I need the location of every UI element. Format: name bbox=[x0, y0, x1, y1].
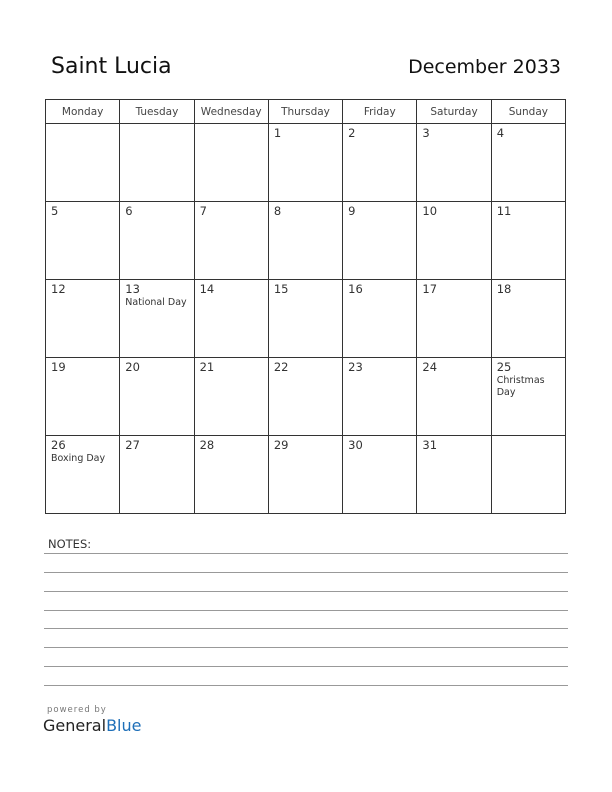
calendar-day-cell[interactable] bbox=[343, 124, 417, 202]
weekday-header: Saturday bbox=[417, 100, 491, 124]
notes-line bbox=[44, 572, 568, 573]
calendar-day-cell[interactable] bbox=[46, 124, 120, 202]
calendar-day-cell[interactable] bbox=[120, 202, 194, 280]
day-number: 19 bbox=[51, 360, 66, 374]
calendar-day-cell[interactable] bbox=[491, 202, 565, 280]
day-number: 11 bbox=[496, 204, 512, 218]
weekday-header: Tuesday bbox=[120, 100, 194, 124]
calendar-day-cell[interactable] bbox=[417, 202, 491, 280]
calendar-day-cell[interactable] bbox=[268, 358, 342, 436]
day-number: 26 bbox=[51, 438, 66, 452]
day-number: 27 bbox=[125, 438, 140, 452]
calendar-day-cell[interactable] bbox=[46, 436, 120, 514]
calendar-day-cell[interactable] bbox=[268, 202, 342, 280]
calendar-week-row bbox=[46, 436, 566, 514]
calendar-day-cell[interactable] bbox=[46, 358, 120, 436]
weekday-header-row bbox=[46, 100, 566, 124]
calendar-day-cell[interactable] bbox=[194, 202, 268, 280]
notes-line bbox=[44, 628, 568, 629]
weekday-header: Monday bbox=[46, 100, 120, 124]
day-number: 9 bbox=[348, 204, 356, 218]
notes-line bbox=[44, 610, 568, 611]
calendar-country-title: Saint Lucia bbox=[51, 54, 172, 79]
day-number: 12 bbox=[51, 282, 66, 296]
day-number: 21 bbox=[199, 360, 215, 374]
day-number: 3 bbox=[422, 126, 430, 140]
calendar-day-cell[interactable] bbox=[194, 358, 268, 436]
day-number: 31 bbox=[422, 438, 438, 452]
calendar-day-cell[interactable] bbox=[491, 124, 565, 202]
brand-logo bbox=[43, 716, 141, 735]
calendar-day-cell[interactable] bbox=[343, 202, 417, 280]
calendar-week-row bbox=[46, 358, 566, 436]
calendar-day-cell[interactable] bbox=[120, 358, 194, 436]
notes-line bbox=[44, 647, 568, 648]
calendar-day-cell[interactable] bbox=[268, 280, 342, 358]
powered-by-text: powered by bbox=[47, 705, 107, 715]
notes-line bbox=[44, 685, 568, 686]
calendar-day-cell[interactable] bbox=[194, 124, 268, 202]
day-number: 14 bbox=[199, 282, 215, 296]
calendar-day-cell[interactable] bbox=[491, 358, 565, 436]
weekday-header: Friday bbox=[343, 100, 417, 124]
day-number: 16 bbox=[348, 282, 363, 296]
calendar-day-cell[interactable] bbox=[120, 124, 194, 202]
day-number: 24 bbox=[422, 360, 438, 374]
calendar-day-cell[interactable] bbox=[46, 202, 120, 280]
weekday-header: Sunday bbox=[491, 100, 565, 124]
day-number: 2 bbox=[348, 126, 356, 140]
calendar-day-cell[interactable] bbox=[417, 280, 491, 358]
calendar-grid bbox=[45, 99, 566, 514]
calendar-day-cell[interactable] bbox=[491, 436, 565, 514]
calendar-month-title: December 2033 bbox=[408, 56, 561, 78]
calendar-day-cell[interactable] bbox=[491, 280, 565, 358]
weekday-header: Thursday bbox=[268, 100, 342, 124]
day-number: 1 bbox=[273, 126, 282, 140]
holiday-label: Christmas Day bbox=[496, 375, 545, 398]
day-number: 7 bbox=[199, 204, 207, 218]
day-number: 4 bbox=[496, 126, 505, 140]
calendar-day-cell[interactable] bbox=[194, 280, 268, 358]
day-number: 10 bbox=[422, 204, 438, 218]
day-number: 29 bbox=[273, 438, 289, 452]
calendar-week-row bbox=[46, 202, 566, 280]
holiday-label: National Day bbox=[125, 297, 187, 308]
notes-line bbox=[44, 553, 568, 554]
calendar-day-cell[interactable] bbox=[417, 358, 491, 436]
day-number: 13 bbox=[125, 282, 140, 296]
weekday-header: Wednesday bbox=[194, 100, 268, 124]
calendar-day-cell[interactable] bbox=[120, 280, 194, 358]
notes-line bbox=[44, 666, 568, 667]
calendar-day-cell[interactable] bbox=[46, 280, 120, 358]
calendar-day-cell[interactable] bbox=[268, 436, 342, 514]
day-number: 17 bbox=[422, 282, 438, 296]
calendar-week-row bbox=[46, 280, 566, 358]
calendar-day-cell[interactable] bbox=[417, 124, 491, 202]
day-number: 6 bbox=[125, 204, 133, 218]
calendar-day-cell[interactable] bbox=[343, 358, 417, 436]
calendar-day-cell[interactable] bbox=[268, 124, 342, 202]
day-number: 23 bbox=[348, 360, 363, 374]
notes-line bbox=[44, 591, 568, 592]
day-number: 20 bbox=[125, 360, 140, 374]
day-number: 5 bbox=[51, 204, 59, 218]
day-number: 30 bbox=[348, 438, 363, 452]
holiday-label: Boxing Day bbox=[51, 453, 106, 464]
notes-label: NOTES: bbox=[48, 537, 92, 551]
day-number: 22 bbox=[273, 360, 289, 374]
day-number: 28 bbox=[199, 438, 215, 452]
calendar-day-cell[interactable] bbox=[120, 436, 194, 514]
day-number: 18 bbox=[496, 282, 512, 296]
day-number: 25 bbox=[496, 360, 512, 374]
day-number: 15 bbox=[273, 282, 289, 296]
calendar-day-cell[interactable] bbox=[343, 280, 417, 358]
calendar-week-row bbox=[46, 124, 566, 202]
day-number: 8 bbox=[273, 204, 282, 218]
calendar-day-cell[interactable] bbox=[194, 436, 268, 514]
calendar-day-cell[interactable] bbox=[417, 436, 491, 514]
calendar-body bbox=[46, 124, 566, 514]
calendar-day-cell[interactable] bbox=[343, 436, 417, 514]
brand-name-part1: General bbox=[43, 716, 107, 735]
brand-name-part2: Blue bbox=[106, 716, 142, 735]
